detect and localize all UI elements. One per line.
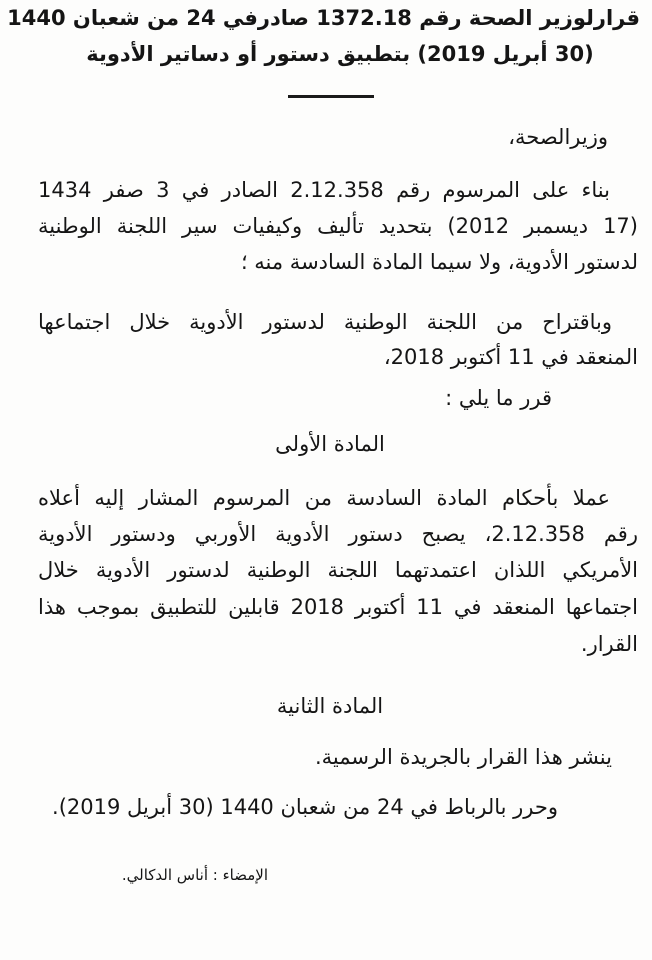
decides-line: قرر ما يلي :	[445, 386, 552, 410]
preamble-p2-line-2: المنعقد في 11 أكتوبر 2018،	[383, 345, 638, 369]
article-1-line-3: الأمريكي اللذان اعتمدتهما اللجنة الوطنية لدستور الأدوية خلال	[38, 558, 638, 582]
preamble-p1-line-3: لدستور الأدوية، ولا سيما المادة السادسة منه ؛	[240, 250, 638, 274]
article-1-line-5: القرار.	[580, 632, 638, 656]
article-2-heading: المادة الثانية	[276, 694, 384, 718]
decree-title-line-1: قرارلوزير الصحة رقم 1372.18 صادرفي 24 من شعبان 1440	[7, 6, 640, 30]
article-1-heading: المادة الأولى	[275, 432, 385, 456]
preamble-p2-line-1: وباقتراح من اللجنة الوطنية لدستور الأدوية خلال اجتماعها	[38, 310, 612, 334]
title-divider	[288, 95, 374, 98]
article-1-line-1: عملا بأحكام المادة السادسة من المرسوم المشار إليه أعلاه	[38, 486, 610, 510]
article-1-line-4: اجتماعها المنعقد في 11 أكتوبر 2018 قابلين للتطبيق بموجب هذا	[38, 595, 638, 619]
article-1-line-2: رقم 2.12.358، يصبح دستور الأدوية الأوربي ودستور الأدوية	[38, 522, 638, 546]
article-2-text: ينشر هذا القرار بالجريدة الرسمية.	[314, 745, 612, 769]
preamble-p1-line-2: (17 ديسمبر 2012) بتحديد تأليف وكيفيات سير اللجنة الوطنية	[38, 214, 638, 238]
decree-title-line-2: (30 أبريل 2019) بتطبيق دستور أو دساتير الأدوية	[86, 42, 594, 66]
preamble-p1-line-1: بناء على المرسوم رقم 2.12.358 الصادر في 3 صفر 1434	[38, 178, 610, 202]
closing-line: وحرر بالرباط في 24 من شعبان 1440 (30 أبريل 2019).	[52, 795, 558, 819]
signature-line: الإمضاء : أناس الدكالي.	[121, 866, 268, 884]
addressee: وزيرالصحة،	[508, 125, 608, 149]
